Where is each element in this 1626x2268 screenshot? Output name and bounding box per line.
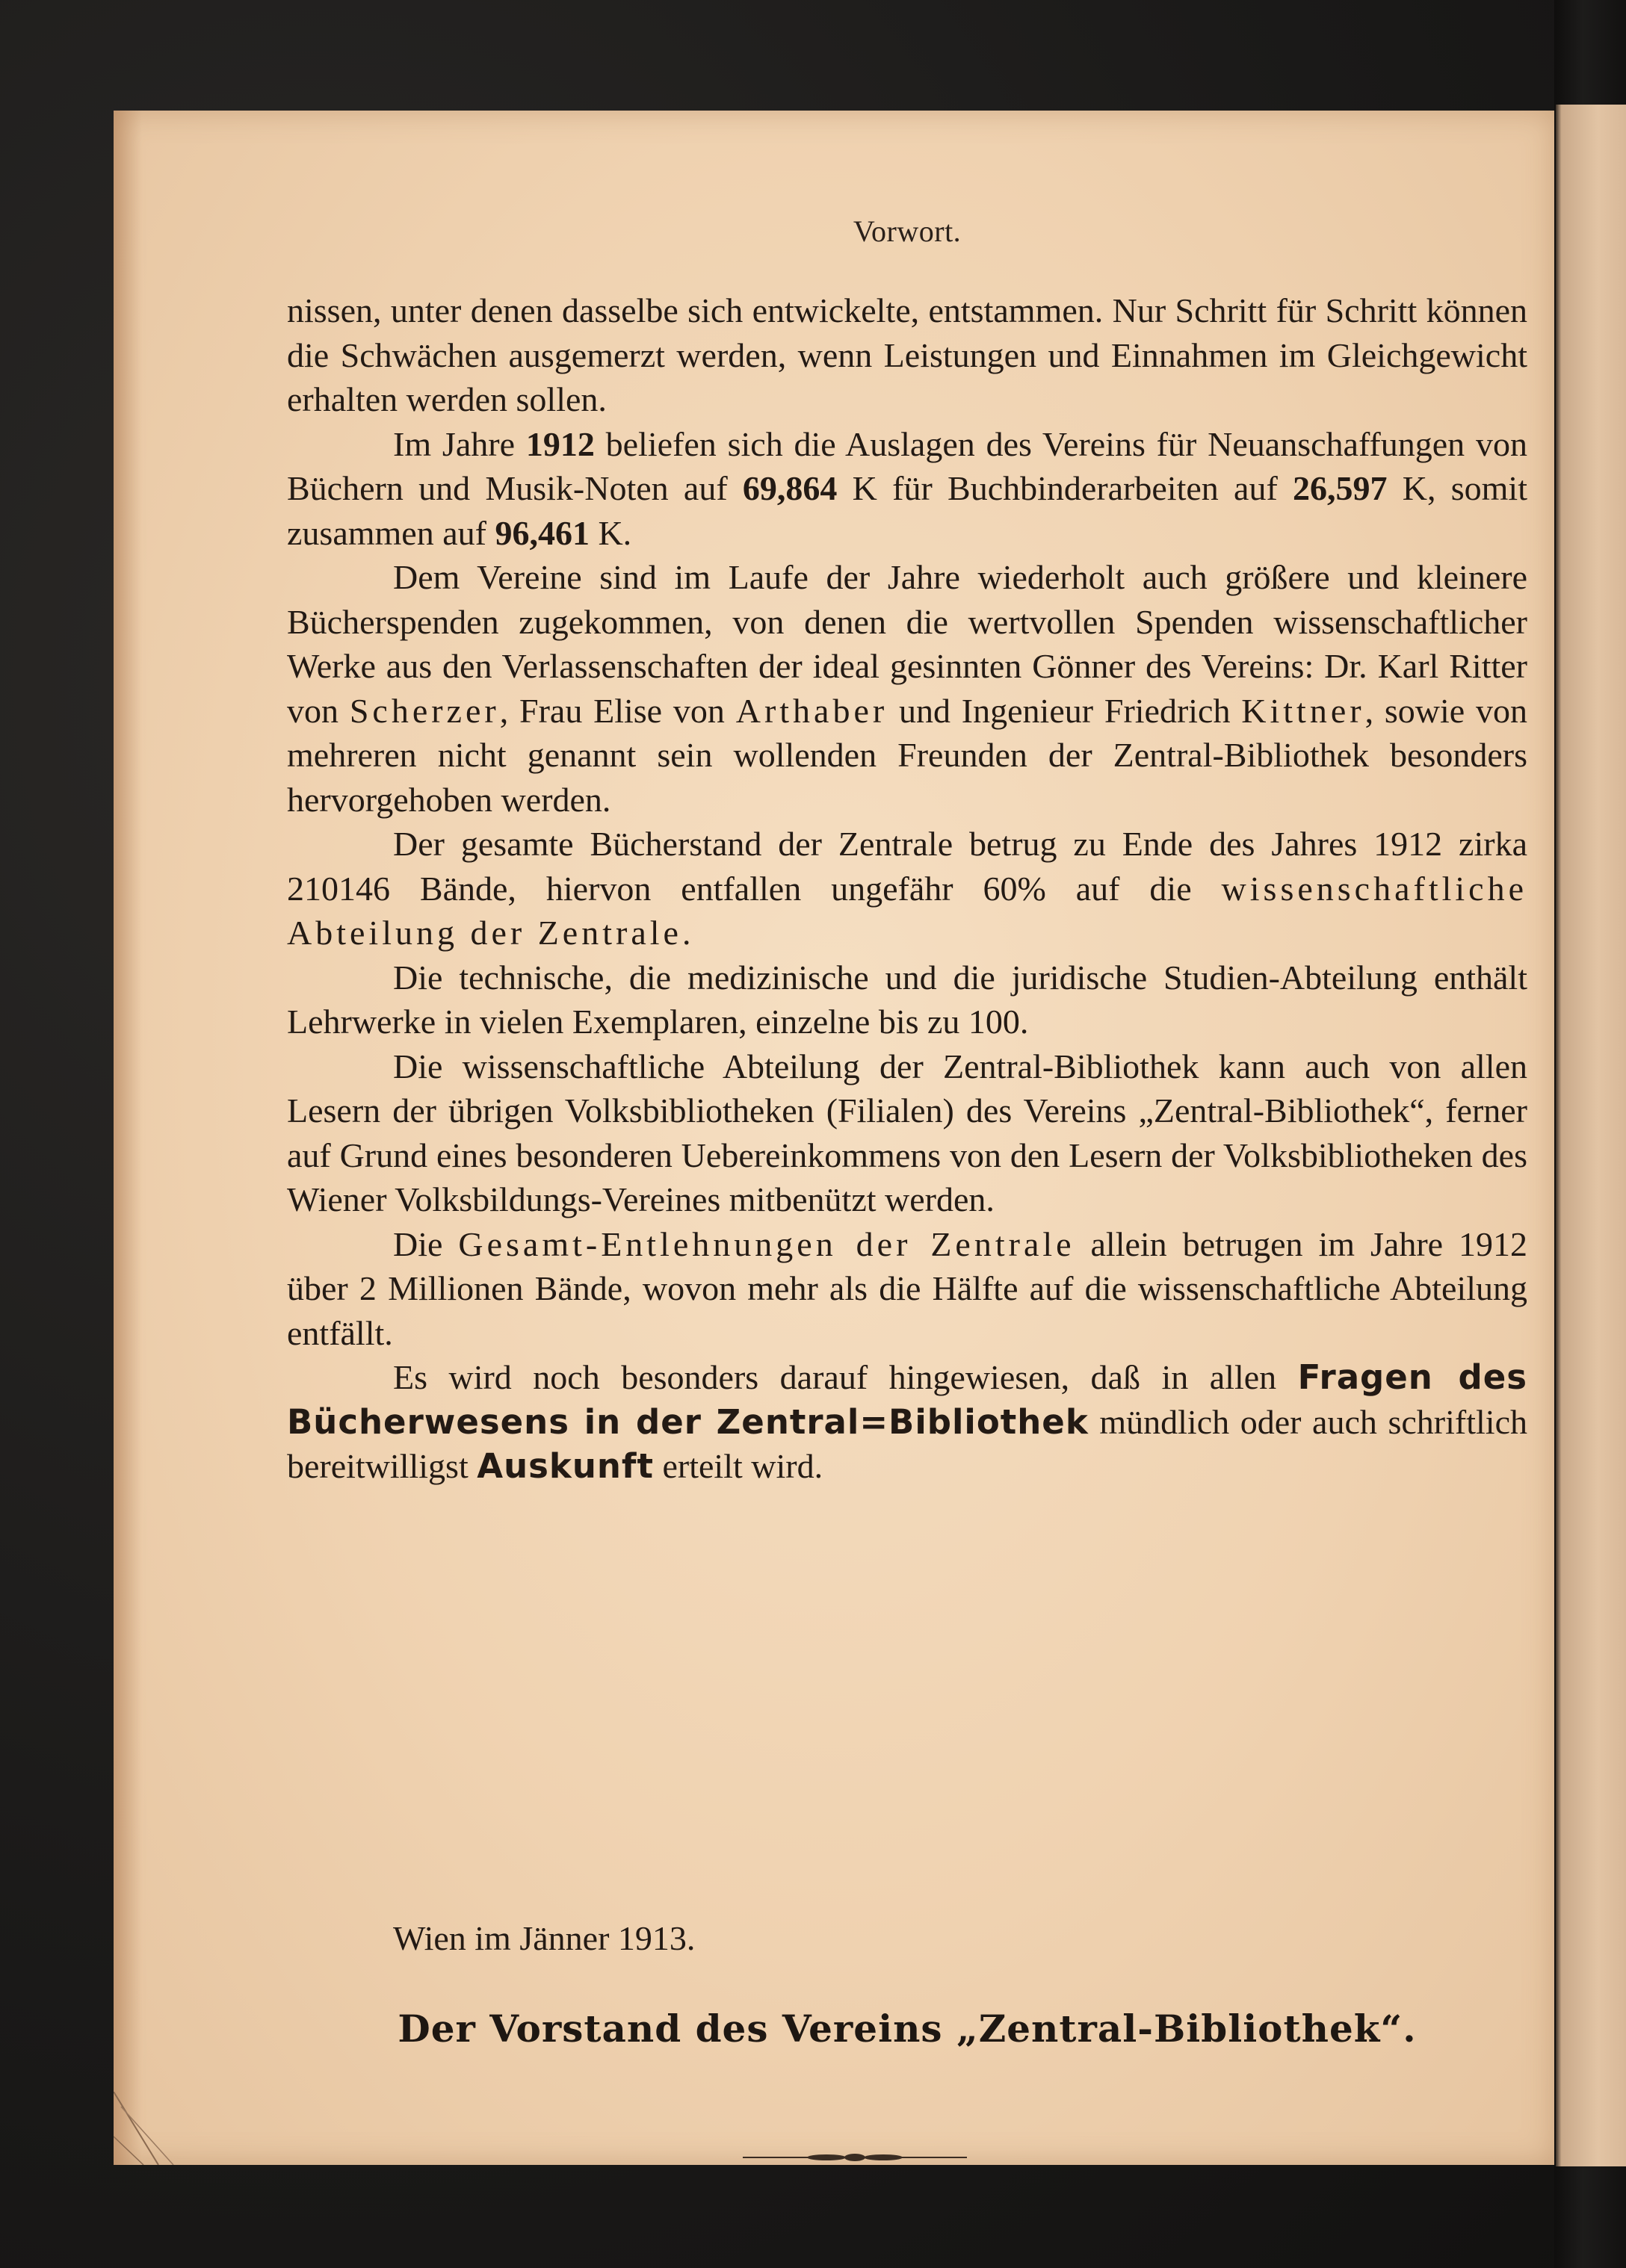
facing-page-edge — [1556, 105, 1626, 2166]
paragraph-2: Im Jahre 1912 beliefen sich die Auslagen des Vereins für Neuanschaffungen von Büchern und Musik-Noten auf 69,864 K für Buchbinderarbeiten auf 26,597 K, somit zusammen auf 96,461 K. — [287, 424, 1527, 552]
running-head: Vorwort. — [853, 214, 962, 248]
paragraph-8: Es wird noch besonders darauf hingewiesen, daß in allen Fragen des Bücherwesens in der Zentral=Bibliothek mündlich oder auch schriftlich bereitwilligst Auskunft erteilt wird. — [287, 1357, 1528, 1486]
signature: Der Vorstand des Vereins „Zentral-Bibliothek“. — [398, 2007, 1417, 2051]
paragraph-6: Die wissenschaftliche Abteilung der Zentral-Bibliothek kann auch von allen Lesern der übrigen Volksbibliotheken (Filialen) des Vereins „Zentral-Bibliothek“, ferner auf Grund eines besonderen Uebereinkommens von den Lesern der Volksbibliotheken des Wiener Volksbildungs-Vereines mitbenützt werden. — [287, 1047, 1527, 1218]
body-text — [287, 288, 1527, 1489]
end-ornament — [743, 2150, 967, 2165]
paragraph-3: Dem Vereine sind im Laufe der Jahre wiederholt auch größere und kleinere Bücherspenden zugekommen, von denen die wertvollen Spenden wissenschaftlicher Werke aus den Verlassenschaften der ideal gesinnten Gönner des Vereins: Dr. Karl Ritter von Scherzer, Frau Elise von Arthaber und Ingenieur Friedrich Kittner, sowie von mehreren nicht genannt sein wollenden Freunden der Zentral-Bibliothek besonders hervorgehoben werden. — [287, 558, 1528, 819]
paragraph-5: Die technische, die medizinische und die juridische Studien-Abteilung enthält Lehrwerke in vielen Exemplaren, einzelne bis zu 100. — [287, 958, 1527, 1041]
place-date: Wien im Jänner 1913. — [393, 1919, 696, 1957]
book-page — [114, 111, 1554, 2165]
page-gutter-shadow — [114, 111, 142, 2165]
paragraph-1: nissen, unter denen dasselbe sich entwickelte, entstammen. Nur Schritt für Schritt können die Schwächen ausgemerzt werden, wenn Leistungen und Einnahmen im Gleichgewicht erhalten werden sollen. — [287, 291, 1528, 418]
paragraph-7: Die Gesamt-Entlehnungen der Zentrale allein betrugen im Jahre 1912 über 2 Millionen Bände, wovon mehr als die Hälfte auf die wissenschaftliche Abteilung entfällt. — [287, 1224, 1528, 1352]
page-corner-crease — [114, 2092, 233, 2165]
paragraph-4: Der gesamte Bücherstand der Zentrale betrug zu Ende des Jahres 1912 zirka 210146 Bände, hiervon entfallen ungefähr 60% auf die wissenschaftliche Abteilung der Zentrale. — [287, 825, 1527, 952]
